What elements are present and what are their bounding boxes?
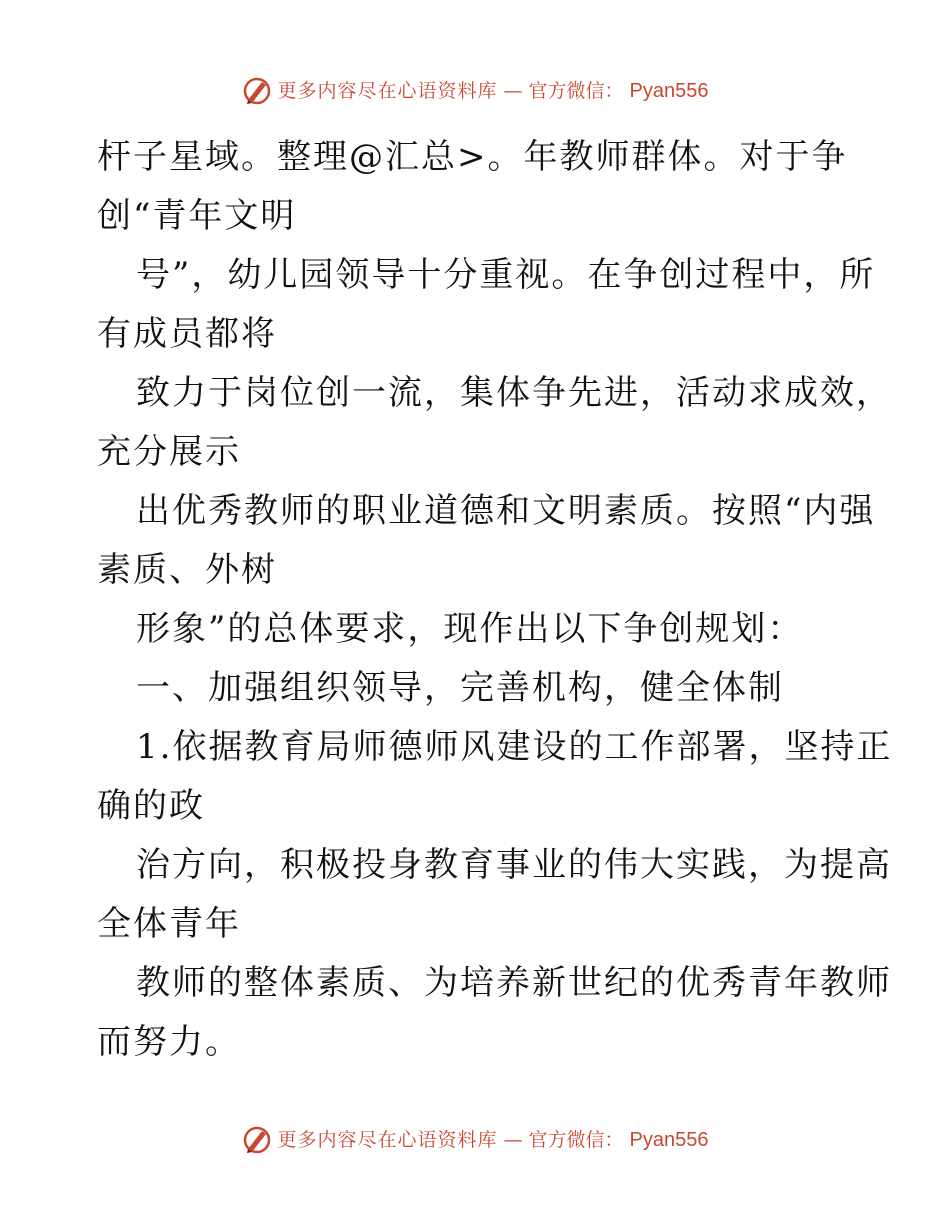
- watermark-label: 官方微信：: [528, 80, 624, 102]
- text-line: 确的政: [97, 786, 205, 826]
- footer-watermark: [0, 1125, 950, 1155]
- watermark-brand: 更多内容尽在心语资料库: [277, 1129, 498, 1151]
- text-line: 素质、外树: [97, 550, 277, 590]
- header-watermark: [0, 76, 950, 106]
- text-line: 全体青年: [97, 904, 241, 944]
- pen-circle-logo-icon: [242, 1125, 272, 1155]
- watermark-separator: —: [503, 80, 523, 102]
- text-line: 治方向，积极投身教育事业的伟大实践，为提高: [136, 845, 892, 885]
- text-line: 而努力。: [97, 1022, 241, 1062]
- watermark-label: 官方微信：: [528, 1129, 624, 1151]
- text-line: 形象”的总体要求，现作出以下争创规划：: [136, 609, 804, 649]
- text-line: 出优秀教师的职业道德和文明素质。按照“内强: [136, 491, 876, 531]
- watermark-wechat-id: Pyan556: [629, 1129, 709, 1151]
- text-line: 杆子星域。整理@汇总>。年教师群体。对于争: [97, 137, 848, 177]
- watermark-brand: 更多内容尽在心语资料库: [277, 80, 498, 102]
- text-line: 有成员都将: [97, 314, 277, 354]
- section-heading: 一、加强组织领导，完善机构，健全体制: [136, 668, 784, 708]
- text-line: 致力于岗位创一流，集体争先进，活动求成效，: [136, 373, 892, 413]
- document-body: [97, 128, 893, 1072]
- text-line: 创“青年文明: [97, 196, 297, 236]
- pen-circle-logo-icon: [242, 76, 272, 106]
- watermark-wechat-id: Pyan556: [629, 80, 709, 102]
- text-line: 号”，幼儿园领导十分重视。在争创过程中，所: [136, 255, 876, 295]
- text-line: 1.依据教育局师德师风建设的工作部署，坚持正: [136, 727, 893, 767]
- watermark-separator: —: [503, 1129, 523, 1151]
- text-line: 充分展示: [97, 432, 241, 472]
- text-line: 教师的整体素质、为培养新世纪的优秀青年教师: [136, 963, 892, 1003]
